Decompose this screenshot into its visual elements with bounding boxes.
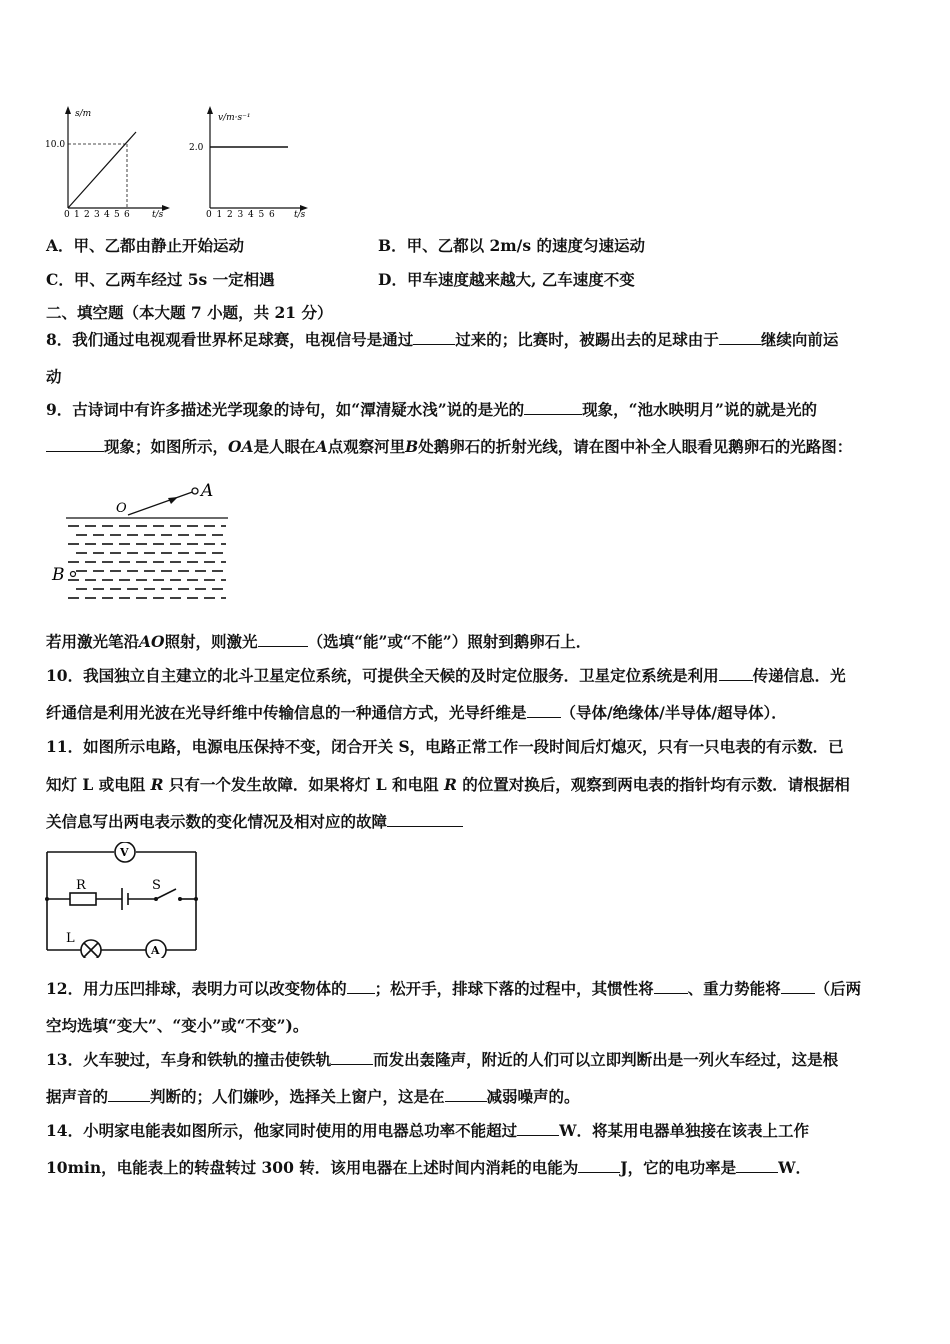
x-tick-label: 2 xyxy=(84,210,90,218)
circuit-diagram xyxy=(44,842,204,958)
q13-blank-2[interactable] xyxy=(108,1087,150,1102)
q13-line2: 据声音的 判断的；人们嫌吵，选择关上窗户，这是在 减弱噪声的。 xyxy=(46,1087,580,1106)
v-t-graph xyxy=(188,104,310,218)
q9-line1: 9．古诗词中有许多描述光学现象的诗句，如“潭清疑水浅”说的是光的 现象，“池水映明月”说的就是光的 xyxy=(46,400,817,419)
ammeter-label: A xyxy=(151,944,160,957)
q13-blank-3[interactable] xyxy=(445,1087,487,1102)
vt-xlabel: t/s xyxy=(294,210,306,218)
x-tick-label: 0 xyxy=(64,210,70,218)
x-tick-label: 6 xyxy=(269,210,275,218)
q13-blank-1[interactable] xyxy=(331,1050,373,1065)
vt-ylabel: v/m·s⁻¹ xyxy=(218,113,251,123)
x-tick-label: 4 xyxy=(248,210,254,218)
x-tick-label: 6 xyxy=(124,210,130,218)
q13-line1: 13．火车驶过，车身和铁轨的撞击使铁轨 而发出轰隆声，附近的人们可以立即判断出是一列火车经过，这是根 xyxy=(46,1050,839,1069)
q10-blank-2[interactable] xyxy=(527,703,561,718)
q8-line2: 动 xyxy=(46,367,62,386)
lamp-label: L xyxy=(66,931,75,946)
water-refraction-figure xyxy=(50,474,236,606)
q14-blank-2[interactable] xyxy=(578,1158,620,1173)
q7-option-c: C．甲、乙两车经过 5s 一定相遇 xyxy=(46,270,275,289)
q11-line3: 关信息写出两电表示数的变化情况及相对应的故障 xyxy=(46,812,463,832)
q14-blank-3[interactable] xyxy=(736,1158,778,1173)
q7-option-d: D．甲车速度越来越大, 乙车速度不变 xyxy=(378,270,635,289)
x-tick-label: 0 xyxy=(206,210,212,218)
q11-blank[interactable] xyxy=(387,812,463,827)
q10-line2: 纤通信是利用光波在光导纤维中传输信息的一种通信方式，光导纤维是 （导体/绝缘体/半导体/超导体）． xyxy=(46,703,787,722)
s-t-graph xyxy=(44,104,172,218)
q9-blank-1[interactable] xyxy=(524,400,582,415)
q7-option-b: B．甲、乙都以 2m/s 的速度匀速运动 xyxy=(378,236,645,255)
voltmeter-label: V xyxy=(120,846,129,859)
label-o: O xyxy=(116,501,127,516)
section-title: 二、填空题（本大题 7 小题，共 21 分） xyxy=(46,303,333,322)
q11-line2: 知灯 L 或电阻 R 只有一个发生故障．如果将灯 L 和电阻 R 的位置对换后，观察到两电表的指针均有示数．请根据相 xyxy=(46,775,850,794)
x-tick-label: 3 xyxy=(237,210,244,218)
q12-blank-3[interactable] xyxy=(781,979,815,994)
label-b: B xyxy=(52,565,65,585)
x-tick-label: 5 xyxy=(258,210,265,218)
q9-line3: 若用激光笔沿AO照射，则激光 （选填“能”或“不能”）照射到鹅卵石上． xyxy=(46,632,592,651)
q9-blank-2[interactable] xyxy=(46,437,104,452)
resistor-label: R xyxy=(76,878,86,893)
label-a: A xyxy=(201,481,214,501)
q7-option-a: A．甲、乙都由静止开始运动 xyxy=(46,236,245,255)
st-ylabel: s/m xyxy=(75,109,92,119)
q12-blank-2[interactable] xyxy=(654,979,688,994)
x-tick-label: 1 xyxy=(74,210,80,218)
x-tick-label: 3 xyxy=(94,210,100,218)
q14-blank-1[interactable] xyxy=(517,1121,559,1136)
st-xlabel: t/s xyxy=(152,210,164,218)
q12-line1: 12．用力压凹排球，表明力可以改变物体的 ；松开手，排球下落的过程中，其惯性将 、重力势能将 （后两 xyxy=(46,979,862,998)
q14-line2: 10min，电能表上的转盘转过 300 转．该用电器在上述时间内消耗的电能为 J，它的电功率是 W． xyxy=(46,1158,812,1177)
x-tick-label: 1 xyxy=(216,210,223,218)
q10-blank-1[interactable] xyxy=(719,666,753,681)
q8-blank-1[interactable] xyxy=(413,330,455,345)
q11-line1: 11．如图所示电路，电源电压保持不变，闭合开关 S，电路正常工作一段时间后灯熄灭，只有一只电表的有示数．已 xyxy=(46,737,844,756)
q12-line2: 空均选填“变大”、“变小”或“不变”)。 xyxy=(46,1016,309,1035)
x-tick-label: 4 xyxy=(104,210,110,218)
q10-line1: 10．我国独立自主建立的北斗卫星定位系统，可提供全天候的及时定位服务．卫星定位系统是利用 传递信息．光 xyxy=(46,666,846,685)
q8-line1: 8．我们通过电视观看世界杯足球赛，电视信号是通过 过来的；比赛时，被踢出去的足球由于 继续向前运 xyxy=(46,330,839,349)
q9-blank-3[interactable] xyxy=(258,632,308,647)
x-tick-label: 2 xyxy=(227,210,233,218)
switch-label: S xyxy=(152,878,161,893)
st-yvalue: 10.0 xyxy=(45,140,66,150)
x-tick-label: 5 xyxy=(114,210,120,218)
q12-blank-1[interactable] xyxy=(347,979,375,994)
q14-line1: 14．小明家电能表如图所示，他家同时使用的用电器总功率不能超过 W．将某用电器单独接在该表上工作 xyxy=(46,1121,809,1140)
q8-blank-2[interactable] xyxy=(719,330,761,345)
q9-line2: 现象；如图所示，OA是人眼在A点观察河里B处鹅卵石的折射光线，请在图中补全人眼看见鹅卵石的光路图： xyxy=(46,437,852,457)
vt-yvalue: 2.0 xyxy=(189,143,204,153)
